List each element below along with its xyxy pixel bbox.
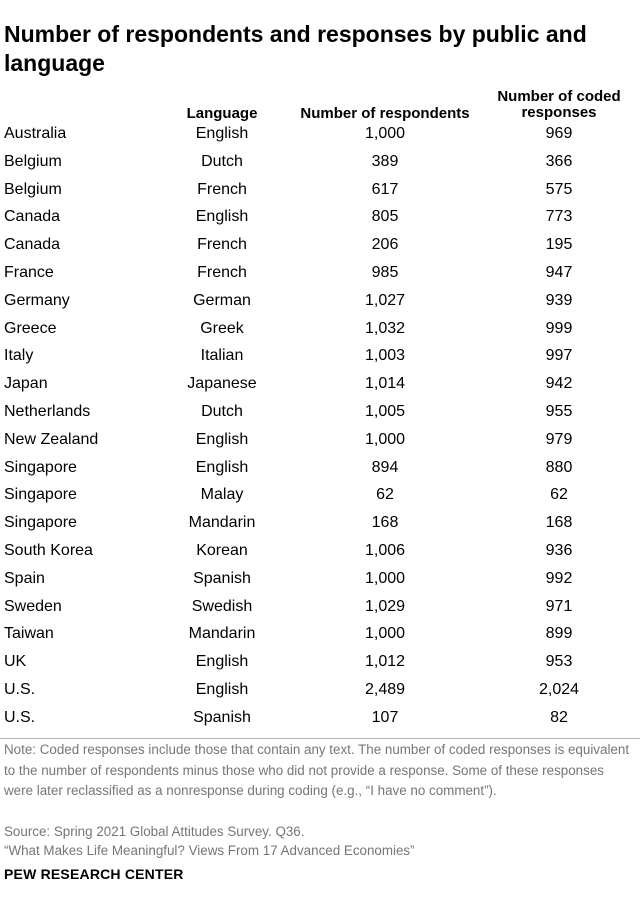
cell-public: Canada [4,208,61,226]
cell-coded-responses: 997 [545,347,573,365]
table-row [0,231,640,259]
cell-language: Dutch [201,402,243,420]
table-row [0,287,640,315]
cell-coded-responses: 971 [545,597,573,615]
cell-respondents: 617 [371,180,399,198]
cell-respondents: 1,005 [364,402,406,420]
table-row [0,315,640,343]
cell-language: Italian [200,347,244,365]
cell-respondents: 2,489 [364,680,406,698]
cell-public: Singapore [4,486,77,504]
cell-respondents: 107 [371,708,399,726]
page-title: Number of respondents and responses by public and language [4,21,587,76]
table-row [0,398,640,426]
cell-respondents: 894 [371,458,399,476]
cell-public: UK [4,653,27,671]
cell-coded-responses: 992 [545,569,573,587]
footnote: Note: Coded responses include those that contain any text. The number of coded responses is equivalent to the number of respondents minus those who did not provide a response. Some of these responses were later reclassified as a nonresponse during coding (e.g., “I have no comment”). [4,742,630,798]
cell-language: Swedish [191,597,253,615]
cell-coded-responses: 936 [545,541,573,559]
cell-coded-responses: 575 [545,180,573,198]
cell-respondents: 206 [371,236,399,254]
cell-respondents: 1,032 [364,319,406,337]
cell-public: Greece [4,319,57,337]
cell-respondents: 1,012 [364,653,406,671]
cell-coded-responses: 979 [545,430,573,448]
cell-public: Sweden [4,597,62,615]
column-header-respondents: Number of respondents [300,105,470,122]
table-row [0,565,640,593]
cell-language: Dutch [201,152,243,170]
cell-public: Germany [4,291,70,309]
cell-language: German [193,291,251,309]
cell-language: English [195,680,249,698]
cell-public: New Zealand [4,430,99,448]
cell-coded-responses: 899 [545,625,573,643]
cell-coded-responses: 969 [545,125,573,142]
report-title: “What Makes Life Meaningful? Views From 17 Advanced Economies” [4,843,415,858]
cell-respondents: 389 [371,152,399,170]
table-row [0,203,640,231]
cell-respondents: 1,014 [364,375,406,393]
cell-public: U.S. [4,708,36,726]
cell-language: French [197,180,247,198]
cell-coded-responses: 953 [545,653,573,671]
cell-respondents: 62 [376,486,394,504]
table-row [0,148,640,176]
cell-public: Canada [4,236,61,254]
cell-respondents: 985 [371,263,399,281]
cell-language: Japanese [187,375,257,393]
cell-public: Netherlands [4,402,91,420]
cell-language: English [195,458,249,476]
cell-public: Belgium [4,152,62,170]
table-row [0,370,640,398]
cell-coded-responses: 82 [550,708,568,726]
cell-public: France [4,263,54,281]
footer-divider [0,738,640,739]
cell-language: Spanish [193,569,251,587]
table-row [0,620,640,648]
cell-language: Mandarin [188,625,256,643]
cell-respondents: 168 [371,514,399,532]
column-header-coded-line2: responses [521,104,597,121]
column-header-coded-line1: Number of coded [497,88,621,105]
table-row [0,537,640,565]
table-row [0,648,640,676]
cell-coded-responses: 955 [545,402,573,420]
cell-language: Mandarin [188,514,256,532]
cell-language: English [195,430,249,448]
cell-language: French [197,236,247,254]
cell-coded-responses: 773 [545,208,573,226]
table-row [0,454,640,482]
cell-public: Taiwan [4,625,54,643]
cell-public: Australia [4,125,67,142]
column-header-language: Language [186,105,258,122]
cell-coded-responses: 168 [545,514,573,532]
cell-public: Singapore [4,458,77,476]
brand-logo: PEW RESEARCH CENTER [4,866,184,882]
cell-public: South Korea [4,541,93,559]
table-row [0,176,640,204]
table-row [0,676,640,704]
cell-respondents: 1,000 [364,430,406,448]
cell-public: U.S. [4,680,36,698]
cell-language: English [195,125,249,142]
cell-coded-responses: 947 [545,263,573,281]
cell-public: Italy [4,347,34,365]
table-row [0,342,640,370]
cell-respondents: 1,003 [364,347,406,365]
cell-respondents: 1,029 [364,597,406,615]
source-line: Source: Spring 2021 Global Attitudes Survey. Q36. [4,824,305,839]
cell-language: Malay [200,486,244,504]
cell-public: Belgium [4,180,62,198]
respondents-table [0,120,640,732]
table-row [0,704,640,732]
cell-respondents: 1,000 [364,125,406,142]
cell-coded-responses: 195 [545,236,573,254]
table-row [0,481,640,509]
cell-coded-responses: 942 [545,375,573,393]
cell-respondents: 1,000 [364,569,406,587]
cell-coded-responses: 366 [545,152,573,170]
cell-respondents: 805 [371,208,399,226]
cell-language: Greek [200,319,244,337]
cell-language: French [197,263,247,281]
cell-language: Spanish [193,708,251,726]
table-row [0,509,640,537]
column-header-coded-responses [484,89,634,121]
table-row [0,259,640,287]
cell-language: English [195,208,249,226]
cell-language: Korean [196,541,248,559]
table-row [0,426,640,454]
cell-respondents: 1,000 [364,625,406,643]
cell-coded-responses: 62 [550,486,568,504]
cell-public: Japan [4,375,48,393]
cell-public: Spain [4,569,45,587]
cell-coded-responses: 2,024 [538,680,580,698]
cell-coded-responses: 999 [545,319,573,337]
cell-coded-responses: 939 [545,291,573,309]
cell-respondents: 1,027 [364,291,406,309]
table-row [0,120,640,148]
table-row [0,593,640,621]
cell-respondents: 1,006 [364,541,406,559]
cell-coded-responses: 880 [545,458,573,476]
cell-public: Singapore [4,514,77,532]
cell-language: English [195,653,249,671]
